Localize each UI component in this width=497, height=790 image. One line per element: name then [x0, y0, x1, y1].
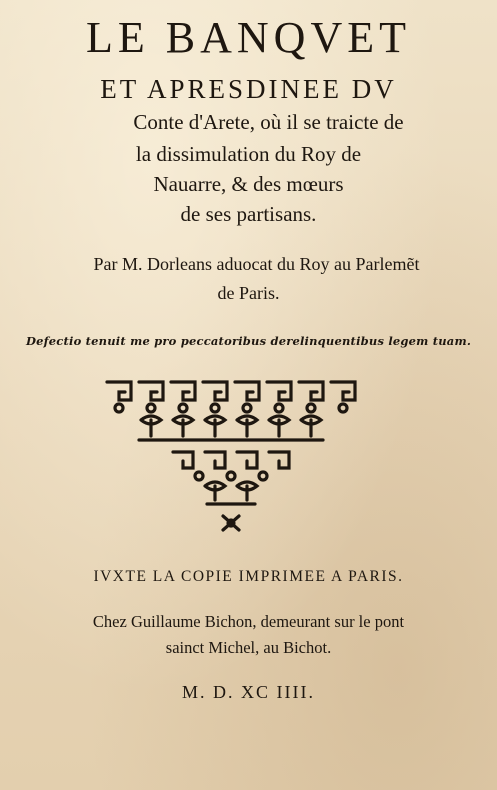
author-line-1: Par M. Dorleans aduocat du Roy au Parlemẽt	[93, 254, 420, 274]
title-line-1: LE BANQVET	[86, 13, 411, 62]
epigraph: Defectio tenuit me pro peccatoribus derelinquentibus legem tuam.	[25, 334, 472, 348]
title-line-3: Conte d'Arete, où il se traicte de	[133, 110, 404, 134]
title-line-5: Nauarre, & des mœurs	[153, 172, 344, 196]
author-line-2: de Paris.	[217, 283, 280, 303]
title-line-4: la dissimulation du Roy de	[135, 142, 362, 166]
publisher-line-2: sainct Michel, au Bichot.	[165, 638, 332, 657]
title-line-6: de ses partisans.	[180, 202, 317, 226]
title-line-2: ET APRESDINEE DV	[100, 74, 397, 104]
imprint-line: IVXTE LA COPIE IMPRIMEE A PARIS.	[93, 568, 404, 585]
fleuron-ornament-icon	[103, 376, 363, 536]
publication-date: M. D. XC IIII.	[182, 682, 315, 702]
publisher-line-1: Chez Guillaume Bichon, demeurant sur le pont	[92, 612, 405, 631]
